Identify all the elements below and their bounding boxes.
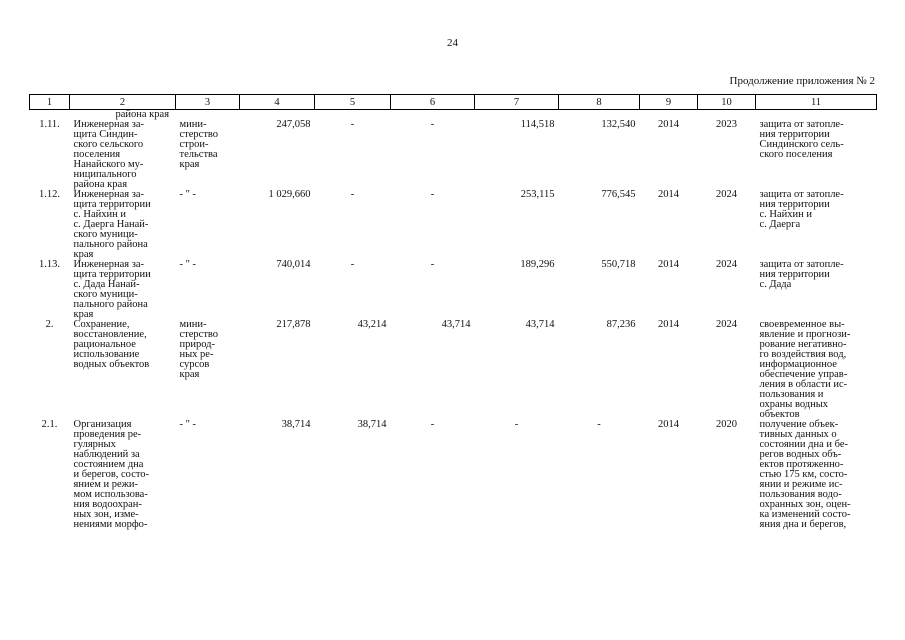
- total-amount: 38,714: [281, 419, 311, 430]
- amount-col7: 114,518: [520, 119, 555, 130]
- amount-col7: 43,714: [525, 319, 555, 330]
- start-year: 2014: [658, 189, 679, 200]
- page-number: 24: [447, 37, 458, 49]
- table-row: [30, 190, 877, 260]
- executor: - " -: [179, 419, 197, 430]
- amount-col7: 253,115: [520, 189, 555, 200]
- start-year: 2014: [658, 419, 679, 430]
- table-row: [30, 420, 877, 530]
- header-cell: 9: [640, 95, 698, 110]
- total-amount: 247,058: [276, 119, 311, 130]
- table-row: [30, 120, 877, 190]
- end-year: 2023: [716, 119, 737, 130]
- table-row: [30, 260, 877, 320]
- expected-result: защита от затопле- ния территории с. Дада: [759, 259, 844, 290]
- executor: - " -: [179, 189, 197, 200]
- total-amount: 1 029,660: [268, 189, 311, 200]
- total-amount: 740,014: [276, 259, 311, 270]
- carryover-row: [30, 110, 877, 121]
- total-amount: 217,878: [276, 319, 311, 330]
- amount-col5: -: [350, 119, 355, 130]
- start-year: 2014: [658, 119, 679, 130]
- executor: мини- стерство природ- ных ре- сурсов края: [179, 319, 219, 380]
- header-row: [30, 95, 877, 110]
- amount-col8: 550,718: [601, 259, 636, 270]
- amount-col5: 38,714: [357, 419, 387, 430]
- header-cell: 6: [391, 95, 475, 110]
- amount-col6: -: [430, 189, 435, 200]
- amount-col8: 132,540: [601, 119, 636, 130]
- header-cell: 7: [475, 95, 559, 110]
- expected-result: своевременное вы- явление и прогнози- рование негативно- го воздействия вод, информационное обеспечение управ- ления в области ис- пользования и охраны водных объектов: [759, 319, 851, 420]
- header-cell: 5: [315, 95, 391, 110]
- event-name: Инженерная за- щита территории с. Найхин и с. Даерга Нанай- ского муници- пального района края: [73, 189, 151, 260]
- event-name: Инженерная за- щита Синдин- ского сельского поселения Нанайского му- ниципального района края: [73, 119, 145, 190]
- expected-result: защита от затопле- ния территории Синдинского сель- ского поселения: [759, 119, 844, 160]
- row-number: 2.: [45, 319, 54, 330]
- end-year: 2024: [716, 319, 737, 330]
- amount-col6: -: [430, 259, 435, 270]
- executor: - " -: [179, 259, 197, 270]
- executor: мини- стерство строи- тельства края: [179, 119, 219, 170]
- header-cell: 10: [698, 95, 756, 110]
- amount-col5: -: [350, 259, 355, 270]
- start-year: 2014: [658, 319, 679, 330]
- amount-col6: -: [430, 419, 435, 430]
- table-row: [30, 320, 877, 420]
- appendix-continuation-label: Продолжение приложения № 2: [729, 75, 875, 87]
- start-year: 2014: [658, 259, 679, 270]
- header-cell: 3: [176, 95, 240, 110]
- header-cell: 11: [756, 95, 877, 110]
- end-year: 2024: [716, 259, 737, 270]
- row-number: 2.1.: [41, 419, 58, 430]
- header-cell: 4: [240, 95, 315, 110]
- amount-col6: -: [430, 119, 435, 130]
- amount-col5: -: [350, 189, 355, 200]
- end-year: 2020: [716, 419, 737, 430]
- amount-col7: -: [514, 419, 519, 430]
- end-year: 2024: [716, 189, 737, 200]
- amount-col7: 189,296: [520, 259, 555, 270]
- amount-col8: 87,236: [606, 319, 636, 330]
- header-cell: 8: [559, 95, 640, 110]
- amount-col5: 43,214: [357, 319, 387, 330]
- program-table: [29, 94, 877, 530]
- expected-result: защита от затопле- ния территории с. Найхин и с. Даерга: [759, 189, 844, 230]
- expected-result: получение объек- тивных данных о состоянии дна и бе- регов водных объ- ектов протяженно- стью 175 км, состо- янии и режиме ис- пользования водо- охранных зон, оцен- ка изменений состо- яния дна и берегов,: [759, 419, 851, 530]
- event-name: Организация проведения ре- гулярных наблюдений за состоянием дна и берегов, состо- янием и режи- мом использова- ния водоохран- ных зон, изме- нениями морфо-: [73, 419, 150, 530]
- amount-col8: 776,545: [601, 189, 636, 200]
- header-cell: 2: [70, 95, 176, 110]
- amount-col8: -: [597, 419, 601, 430]
- header-cell: 1: [30, 95, 70, 110]
- row-number: 1.13.: [39, 259, 60, 270]
- event-name: Сохранение, восстановление, рациональное использование водных объектов: [73, 319, 150, 370]
- carryover-text: района края: [115, 109, 170, 120]
- row-number: 1.11.: [39, 119, 60, 130]
- amount-col6: 43,714: [441, 319, 471, 330]
- event-name: Инженерная за- щита территории с. Дада Нанай- ского муници- пального района края: [73, 259, 151, 320]
- row-number: 1.12.: [39, 189, 60, 200]
